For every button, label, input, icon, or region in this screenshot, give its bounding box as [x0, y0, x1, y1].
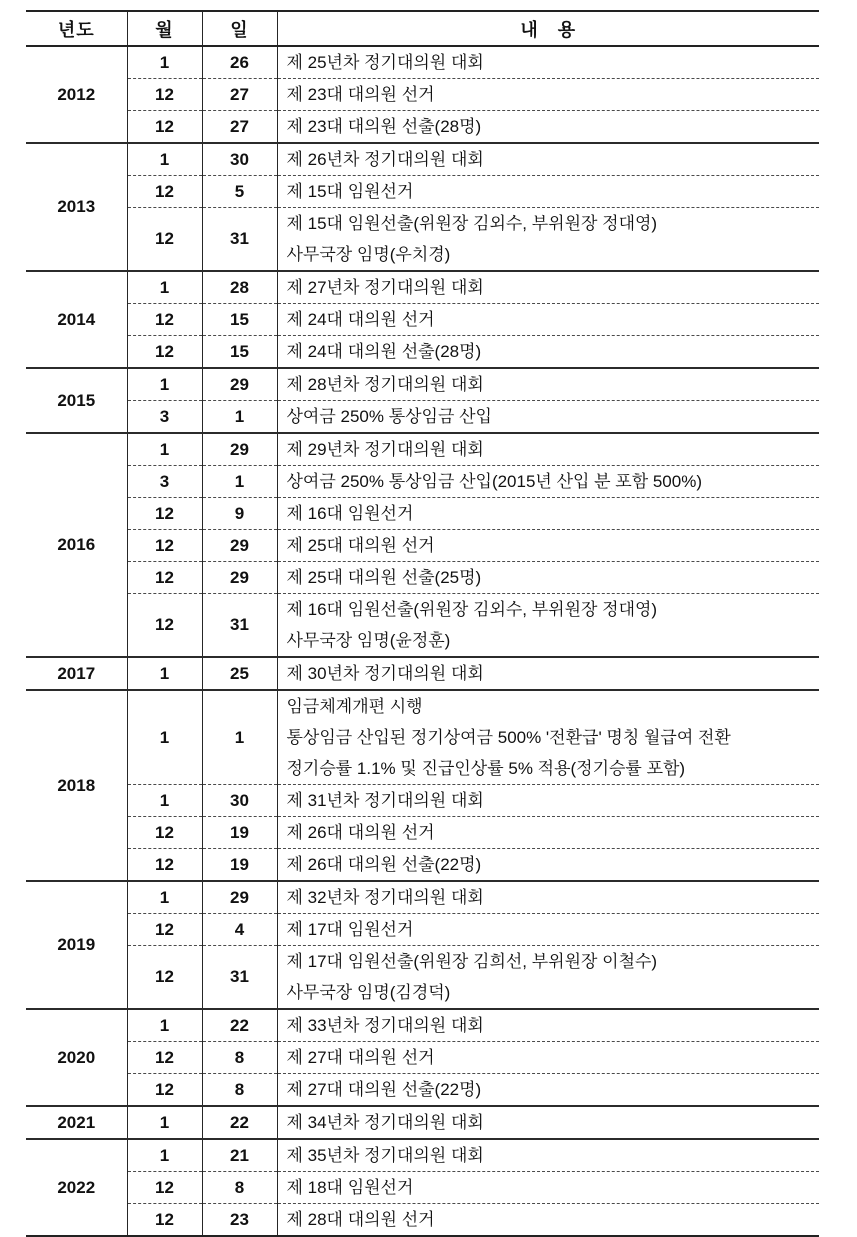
- day-cell: 19: [202, 817, 277, 849]
- content-line: 제 34년차 정기대의원 대회: [286, 1113, 484, 1132]
- content-line: 제 23대 대의원 선출(28명): [286, 117, 482, 136]
- content-cell: [277, 466, 819, 498]
- table-row: [26, 657, 819, 690]
- day-cell: 8: [202, 1074, 277, 1107]
- day-cell: 22: [202, 1106, 277, 1139]
- day-cell: 1: [202, 401, 277, 434]
- content-cell: [277, 336, 819, 369]
- content-cell: [277, 817, 819, 849]
- day-cell: 28: [202, 271, 277, 304]
- content-line: 상여금 250% 통상임금 산입(2015년 산입 분 포함 500%): [286, 472, 702, 491]
- table-row: [26, 881, 819, 914]
- day-cell: 1: [202, 690, 277, 785]
- content-cell: [277, 111, 819, 144]
- year-cell: 2015: [26, 368, 127, 433]
- header-row: [26, 11, 819, 46]
- table-row: [26, 498, 819, 530]
- content-cell: [277, 1139, 819, 1172]
- day-cell: 29: [202, 530, 277, 562]
- month-cell: 3: [127, 466, 202, 498]
- header-day-label: 일: [202, 11, 277, 46]
- content-cell: [277, 433, 819, 466]
- day-cell: 25: [202, 657, 277, 690]
- content-cell: [277, 1204, 819, 1237]
- day-cell: 21: [202, 1139, 277, 1172]
- day-cell: 27: [202, 111, 277, 144]
- table-body: [26, 46, 819, 1236]
- table-row: [26, 849, 819, 882]
- month-cell: 12: [127, 1204, 202, 1237]
- day-cell: 26: [202, 46, 277, 79]
- table-row: [26, 1139, 819, 1172]
- content-cell: [277, 785, 819, 817]
- month-cell: 12: [127, 1042, 202, 1074]
- day-cell: 5: [202, 176, 277, 208]
- content-line: 제 26대 대의원 선거: [286, 823, 435, 842]
- month-cell: 1: [127, 690, 202, 785]
- document-page: [0, 10, 857, 1229]
- day-cell: 19: [202, 849, 277, 882]
- day-cell: 30: [202, 143, 277, 176]
- day-cell: 22: [202, 1009, 277, 1042]
- content-cell: [277, 881, 819, 914]
- table-header: [26, 11, 819, 46]
- header-month-label: 월: [127, 11, 202, 46]
- day-cell: 29: [202, 368, 277, 401]
- year-cell: 2020: [26, 1009, 127, 1106]
- table-row: [26, 46, 819, 79]
- content-line: 정기승률 1.1% 및 진급인상률 5% 적용(정기승률 포함): [286, 759, 686, 778]
- table-row: [26, 1106, 819, 1139]
- table-row: [26, 304, 819, 336]
- month-cell: 12: [127, 817, 202, 849]
- year-cell: 2022: [26, 1139, 127, 1236]
- content-line: 제 25대 대의원 선거: [286, 536, 435, 555]
- content-line: 임금체계개편 시행: [286, 697, 423, 716]
- month-cell: 12: [127, 79, 202, 111]
- month-cell: 12: [127, 498, 202, 530]
- content-cell: [277, 1042, 819, 1074]
- day-cell: 29: [202, 881, 277, 914]
- content-cell: [277, 143, 819, 176]
- month-cell: 12: [127, 1074, 202, 1107]
- month-cell: 1: [127, 143, 202, 176]
- month-cell: 1: [127, 433, 202, 466]
- content-cell: [277, 368, 819, 401]
- table-row: [26, 914, 819, 946]
- content-cell: [277, 1106, 819, 1139]
- table-row: [26, 594, 819, 658]
- day-cell: 8: [202, 1172, 277, 1204]
- content-line: 통상임금 산입된 정기상여금 500% '전환급' 명칭 월급여 전환: [286, 728, 731, 747]
- content-line: 제 28대 대의원 선거: [286, 1210, 435, 1229]
- year-cell: 2021: [26, 1106, 127, 1139]
- table-row: [26, 817, 819, 849]
- content-cell: [277, 176, 819, 208]
- day-cell: 31: [202, 594, 277, 658]
- content-line: 제 27대 대의원 선출(22명): [286, 1080, 482, 1099]
- content-line: 제 16대 임원선출(위원장 김외수, 부위원장 정대영): [286, 600, 658, 619]
- content-line: 제 26대 대의원 선출(22명): [286, 855, 482, 874]
- header-year-label: 년도: [26, 11, 127, 46]
- day-cell: 29: [202, 562, 277, 594]
- content-line: 제 30년차 정기대의원 대회: [286, 664, 484, 683]
- month-cell: 1: [127, 368, 202, 401]
- table-row: [26, 143, 819, 176]
- table-row: [26, 1042, 819, 1074]
- content-cell: [277, 530, 819, 562]
- content-line: 사무국장 임명(우치경): [286, 245, 451, 264]
- content-line: 제 24대 대의원 선거: [286, 310, 435, 329]
- day-cell: 31: [202, 208, 277, 272]
- month-cell: 1: [127, 1106, 202, 1139]
- table-row: [26, 176, 819, 208]
- month-cell: 1: [127, 1009, 202, 1042]
- content-line: 제 17대 임원선거: [286, 920, 414, 939]
- month-cell: 12: [127, 111, 202, 144]
- day-cell: 8: [202, 1042, 277, 1074]
- content-cell: [277, 79, 819, 111]
- content-line: 상여금 250% 통상임금 산입: [286, 407, 492, 426]
- content-line: 제 33년차 정기대의원 대회: [286, 1016, 484, 1035]
- month-cell: 12: [127, 562, 202, 594]
- content-line: 제 17대 임원선출(위원장 김희선, 부위원장 이철수): [286, 952, 658, 971]
- content-line: 사무국장 임명(김경덕): [286, 983, 451, 1002]
- month-cell: 12: [127, 208, 202, 272]
- content-cell: [277, 304, 819, 336]
- content-line: 제 18대 임원선거: [286, 1178, 414, 1197]
- content-cell: [277, 690, 819, 785]
- table-row: [26, 271, 819, 304]
- day-cell: 23: [202, 1204, 277, 1237]
- table-row: [26, 336, 819, 369]
- content-line: 제 32년차 정기대의원 대회: [286, 888, 484, 907]
- month-cell: 1: [127, 1139, 202, 1172]
- month-cell: 1: [127, 785, 202, 817]
- content-cell: [277, 208, 819, 272]
- table-row: [26, 433, 819, 466]
- day-cell: 30: [202, 785, 277, 817]
- content-line: 제 15대 임원선출(위원장 김외수, 부위원장 정대영): [286, 214, 658, 233]
- month-cell: 12: [127, 176, 202, 208]
- content-cell: [277, 1074, 819, 1107]
- table-row: [26, 1172, 819, 1204]
- content-line: 제 25대 대의원 선출(25명): [286, 568, 482, 587]
- content-line: 제 27대 대의원 선거: [286, 1048, 435, 1067]
- day-cell: 27: [202, 79, 277, 111]
- month-cell: 1: [127, 881, 202, 914]
- content-line: 제 28년차 정기대의원 대회: [286, 375, 484, 394]
- year-cell: 2017: [26, 657, 127, 690]
- year-cell: 2012: [26, 46, 127, 143]
- table-row: [26, 690, 819, 785]
- day-cell: 15: [202, 336, 277, 369]
- table-row: [26, 946, 819, 1010]
- day-cell: 31: [202, 946, 277, 1010]
- year-cell: 2018: [26, 690, 127, 881]
- content-line: 제 27년차 정기대의원 대회: [286, 278, 484, 297]
- table-row: [26, 466, 819, 498]
- table-row: [26, 401, 819, 434]
- content-cell: [277, 657, 819, 690]
- year-cell: 2014: [26, 271, 127, 368]
- table-row: [26, 368, 819, 401]
- content-cell: [277, 1172, 819, 1204]
- content-cell: [277, 849, 819, 882]
- month-cell: 12: [127, 304, 202, 336]
- content-cell: [277, 401, 819, 434]
- content-line: 사무국장 임명(윤정훈): [286, 631, 451, 650]
- year-cell: 2013: [26, 143, 127, 271]
- month-cell: 12: [127, 1172, 202, 1204]
- history-table: [26, 10, 819, 1237]
- content-cell: [277, 594, 819, 658]
- content-line: 제 29년차 정기대의원 대회: [286, 440, 484, 459]
- month-cell: 12: [127, 336, 202, 369]
- year-cell: 2016: [26, 433, 127, 657]
- content-cell: [277, 1009, 819, 1042]
- history-table-wrap: [26, 10, 819, 1237]
- table-row: [26, 79, 819, 111]
- day-cell: 9: [202, 498, 277, 530]
- month-cell: 12: [127, 594, 202, 658]
- content-line: 제 23대 대의원 선거: [286, 85, 435, 104]
- day-cell: 4: [202, 914, 277, 946]
- content-line: 제 35년차 정기대의원 대회: [286, 1146, 484, 1165]
- content-line: 제 25년차 정기대의원 대회: [286, 53, 484, 72]
- table-row: [26, 1074, 819, 1107]
- content-cell: [277, 562, 819, 594]
- content-cell: [277, 946, 819, 1010]
- content-cell: [277, 46, 819, 79]
- content-line: 제 24대 대의원 선출(28명): [286, 342, 482, 361]
- header-content-label: 내 용: [277, 11, 819, 46]
- table-row: [26, 785, 819, 817]
- content-cell: [277, 914, 819, 946]
- day-cell: 1: [202, 466, 277, 498]
- content-line: 제 26년차 정기대의원 대회: [286, 150, 484, 169]
- content-line: 제 16대 임원선거: [286, 504, 414, 523]
- content-cell: [277, 271, 819, 304]
- content-line: 제 15대 임원선거: [286, 182, 414, 201]
- table-row: [26, 1204, 819, 1237]
- month-cell: 12: [127, 849, 202, 882]
- table-row: [26, 208, 819, 272]
- month-cell: 12: [127, 530, 202, 562]
- content-cell: [277, 498, 819, 530]
- table-row: [26, 111, 819, 144]
- month-cell: 3: [127, 401, 202, 434]
- day-cell: 29: [202, 433, 277, 466]
- day-cell: 15: [202, 304, 277, 336]
- month-cell: 12: [127, 946, 202, 1010]
- month-cell: 1: [127, 657, 202, 690]
- table-row: [26, 530, 819, 562]
- content-line: 제 31년차 정기대의원 대회: [286, 791, 484, 810]
- month-cell: 12: [127, 914, 202, 946]
- month-cell: 1: [127, 46, 202, 79]
- table-row: [26, 562, 819, 594]
- month-cell: 1: [127, 271, 202, 304]
- year-cell: 2019: [26, 881, 127, 1009]
- table-row: [26, 1009, 819, 1042]
